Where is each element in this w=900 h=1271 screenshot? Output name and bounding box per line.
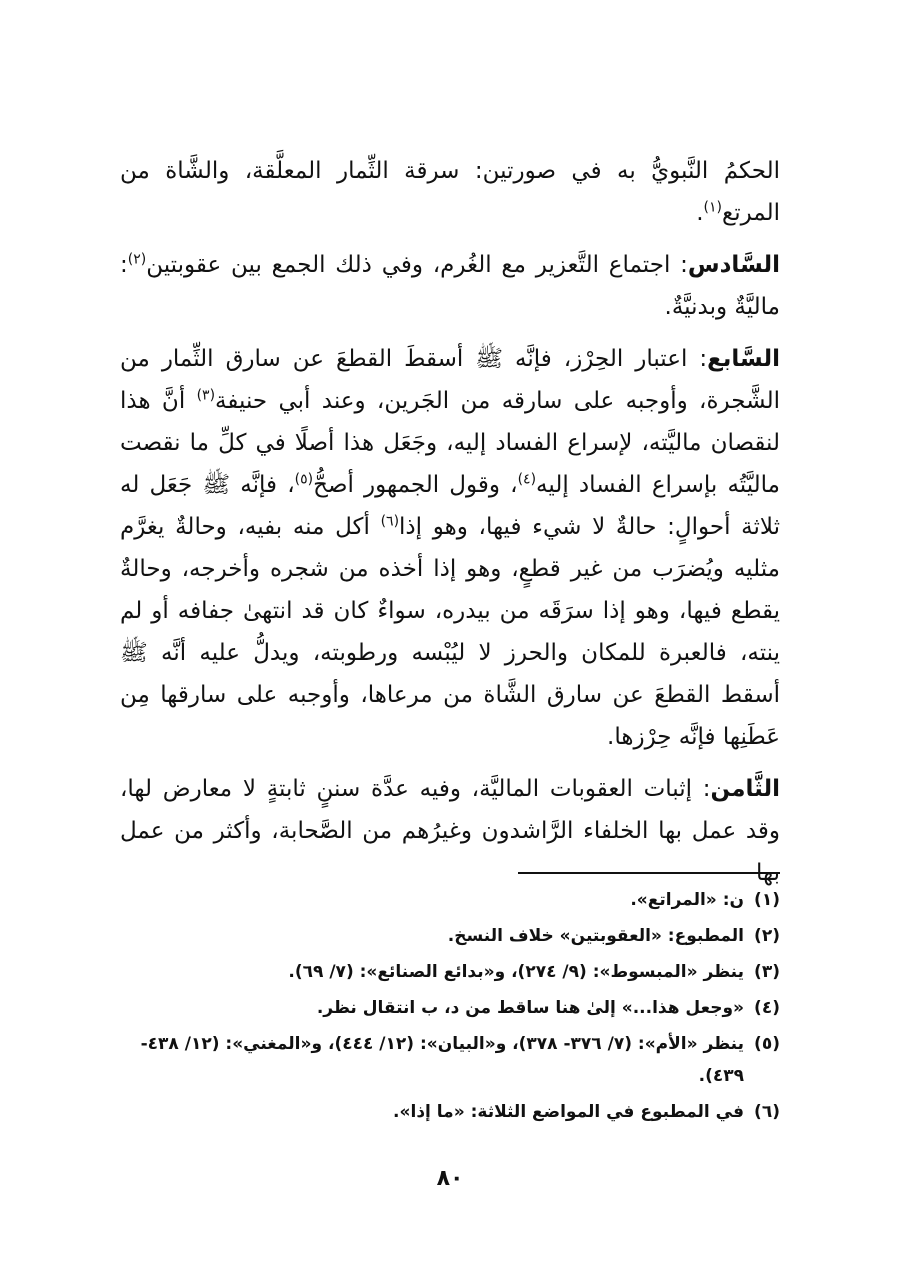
footnote-number: (٤) (754, 998, 780, 1018)
paragraph-text: الحكمُ النَّبويُّ به في صورتين: سرقة الثِّمار المعلَّقة، والشَّاة من المرتع (120, 158, 780, 226)
footnote-number: (١) (754, 890, 780, 910)
paragraph-text: : اجتماع التَّعزير مع الغُرم، وفي ذلك الجمع بين عقوبتين (146, 252, 688, 278)
footnote-text: في المطبوع في المواضع الثلاثة: «ما إذا». (393, 1102, 744, 1122)
footnote-text: «وجعل هذا...» إلىٰ هنا ساقط من د، ب انتقال نظر. (316, 998, 744, 1018)
paragraph (120, 768, 780, 894)
footnote (115, 1096, 780, 1128)
footnote (115, 956, 780, 988)
footnote (115, 920, 780, 952)
footnote-number: (٦) (754, 1102, 780, 1122)
section-term: الثَّامن (710, 776, 780, 802)
footnote (115, 992, 780, 1024)
paragraph-text: : ماليَّةٌ وبدنيَّةٌ. (120, 252, 780, 320)
main-text (120, 150, 780, 904)
footnote-text: ن: «المراتع». (630, 890, 744, 910)
footnote-ref: (٦) (380, 513, 400, 530)
paragraph-text: : إثبات العقوبات الماليَّة، وفيه عدَّة سننٍ ثابتةٍ لا معارض لها، وقد عمل بها الخلفاء الرَّاشدون وغيرُهم من الصَّحابة، وأكثر من عمل بها (120, 776, 780, 886)
paragraph (120, 338, 780, 758)
footnote-ref: (٢) (127, 251, 147, 268)
paragraph (120, 244, 780, 328)
paragraph (120, 150, 780, 234)
paragraph-text: أكل منه بفيه، وحالةٌ يغرَّم مثليه ويُضرَب من غير قطعٍ، وهو إذا أخذه من شجره وأخرجه، وحالةٌ يقطع فيها، وهو إذا سرَقَه من بيدره، سواءٌ كان قد انتهىٰ جفافه أو لم ينته، فالعبرة للمكان والحرز لا ليُبْسه ورطوبته، ويدلُّ عليه أنَّه ﷺ أسقط القطعَ عن سارق الشَّاة من مرعاها، وأوجبه على سارقها مِن عَطَنِها فإنَّه حِرْزها. (120, 514, 780, 750)
footnote-number: (٢) (754, 926, 780, 946)
paragraph-text: أنَّ هذا لنقصان ماليَّته، لإسراع الفساد إليه، وجَعَل هذا أصلًا في كلِّ ما نقصت ماليَّتُه بإسراع الفساد إليه (120, 388, 781, 498)
footnote-ref: (٤) (517, 471, 537, 488)
footnote-number: (٣) (754, 962, 780, 982)
section-term: السَّابع (707, 346, 780, 372)
paragraph-text: : اعتبار الحِرْز، فإنَّه ﷺ أسقطَ القطعَ عن سارق الثِّمار من الشَّجرة، وأوجبه على سارقه من الجَرين، وعند أبي حنيفة (120, 346, 780, 414)
footnote-ref: (١) (703, 199, 722, 216)
footnote-ref: (٣) (196, 387, 216, 404)
paragraph-text: ، وقول الجمهور أصحُّ (313, 472, 518, 498)
page-number: ٨٠ (436, 1166, 464, 1191)
footnotes (115, 884, 780, 1132)
footnote (115, 1028, 780, 1092)
footnote (115, 884, 780, 916)
footnote-text: ينظر «الأم»: (٧/ ٣٧٦- ٣٧٨)، و«البيان»: (١٢/ ٤٤٤)، و«المغني»: (١٢/ ٤٣٨- ٤٣٩). (140, 1034, 744, 1086)
paragraph-text: ، فإنَّه ﷺ جَعَل له ثلاثة أحوالٍ: حالةٌ لا شيء فيها، وهو إذا (120, 472, 780, 540)
footnote-ref: (٥) (294, 471, 314, 488)
paragraph-text: . (696, 200, 704, 226)
footnote-text: المطبوع: «العقوبتين» خلاف النسخ. (447, 926, 744, 946)
footnote-divider (518, 872, 780, 874)
section-term: السَّادس (687, 252, 780, 278)
footnote-number: (٥) (754, 1034, 780, 1054)
footnote-text: ينظر «المبسوط»: (٩/ ٢٧٤)، و«بدائع الصنائع»: (٧/ ٦٩). (288, 962, 744, 982)
